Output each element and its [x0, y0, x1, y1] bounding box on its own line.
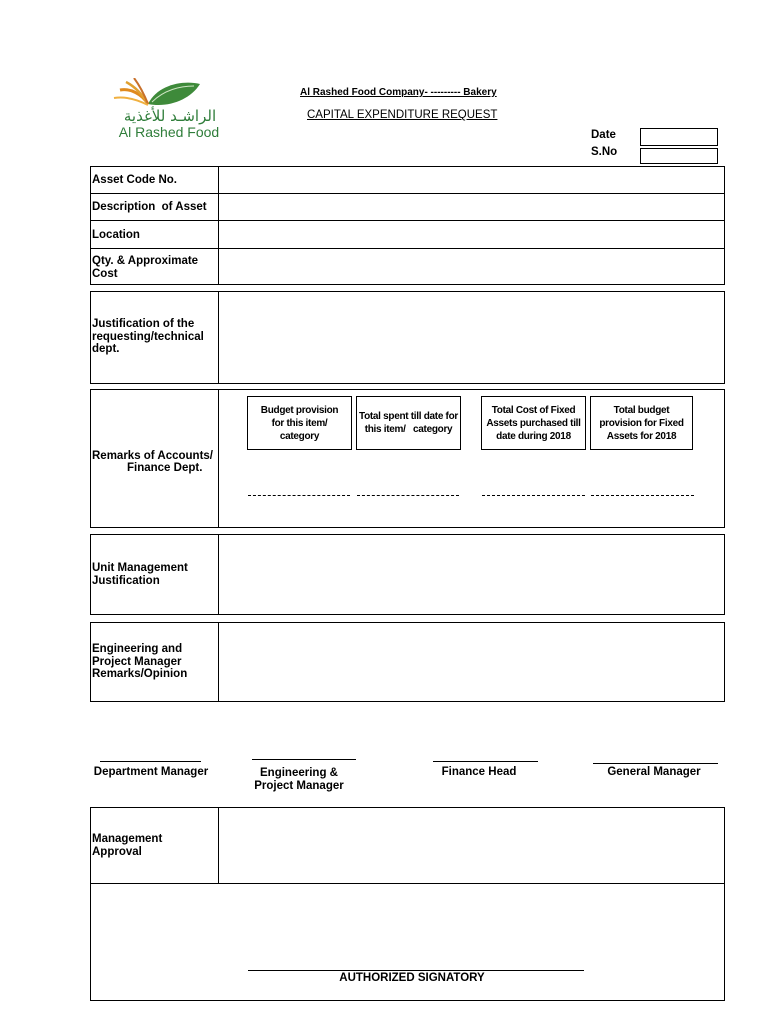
company-logo	[104, 78, 236, 142]
general-manager-signature-line[interactable]	[593, 763, 718, 764]
remarks-finance-label: Finance Dept.	[127, 462, 203, 474]
department-manager-label: Department Manager	[93, 766, 209, 778]
total-spent-box: Total spent till date for this item/ category	[356, 396, 461, 450]
date-field[interactable]	[640, 128, 718, 146]
engineering-pm-label: Engineering & Project Manager	[254, 767, 344, 792]
location-field[interactable]	[219, 221, 724, 248]
total-budget-provision-box: Total budget provision for Fixed Assets for 2018	[590, 396, 693, 450]
remarks-accounts-label: Remarks of Accounts/	[92, 450, 213, 462]
authorized-signatory-label: AUTHORIZED SIGNATORY	[339, 972, 485, 984]
engineering-field[interactable]	[219, 623, 724, 701]
justification-field[interactable]	[219, 292, 724, 383]
qty-cost-field[interactable]	[219, 249, 724, 284]
asset-code-label: Asset Code No.	[92, 174, 177, 186]
asset-code-field[interactable]	[219, 167, 724, 193]
description-label: Description of Asset	[92, 201, 207, 213]
management-approval-field[interactable]	[219, 808, 724, 883]
engineering-label: Engineering and Project Manager Remarks/Opinion	[92, 643, 188, 680]
sno-label: S.No	[591, 146, 618, 158]
company-line: Al Rashed Food Company- --------- Bakery	[300, 87, 497, 98]
finance-head-signature-line[interactable]	[433, 761, 538, 762]
total-cost-fixed-assets-box: Total Cost of Fixed Assets purchased till date during 2018	[481, 396, 586, 450]
total-cost-entry[interactable]	[482, 495, 585, 496]
general-manager-label: General Manager	[607, 766, 701, 778]
logo-english-text: Al Rashed Food	[118, 124, 220, 140]
sno-field[interactable]	[640, 148, 718, 164]
total-spent-entry[interactable]	[357, 495, 459, 496]
logo-arabic-text: الراشـد للأغذية	[123, 107, 217, 125]
department-manager-signature-line[interactable]	[100, 761, 201, 762]
engineering-pm-signature-line[interactable]	[252, 759, 356, 760]
budget-provision-entry[interactable]	[248, 495, 350, 496]
budget-provision-box: Budget provision for this item/ category	[247, 396, 352, 450]
date-label: Date	[591, 129, 616, 141]
qty-cost-label: Qty. & Approximate Cost	[92, 255, 199, 280]
total-budget-entry[interactable]	[591, 495, 694, 496]
authorized-signatory-line[interactable]	[248, 970, 584, 971]
form-title: CAPITAL EXPENDITURE REQUEST	[307, 109, 498, 121]
finance-head-label: Finance Head	[441, 766, 517, 778]
unit-management-field[interactable]	[219, 535, 724, 614]
justification-label: Justification of the requesting/technical dept.	[92, 318, 204, 355]
unit-management-label: Unit Management Justification	[92, 562, 188, 587]
management-approval-label: Management Approval	[92, 833, 163, 858]
location-label: Location	[92, 229, 140, 241]
description-field[interactable]	[219, 194, 724, 220]
